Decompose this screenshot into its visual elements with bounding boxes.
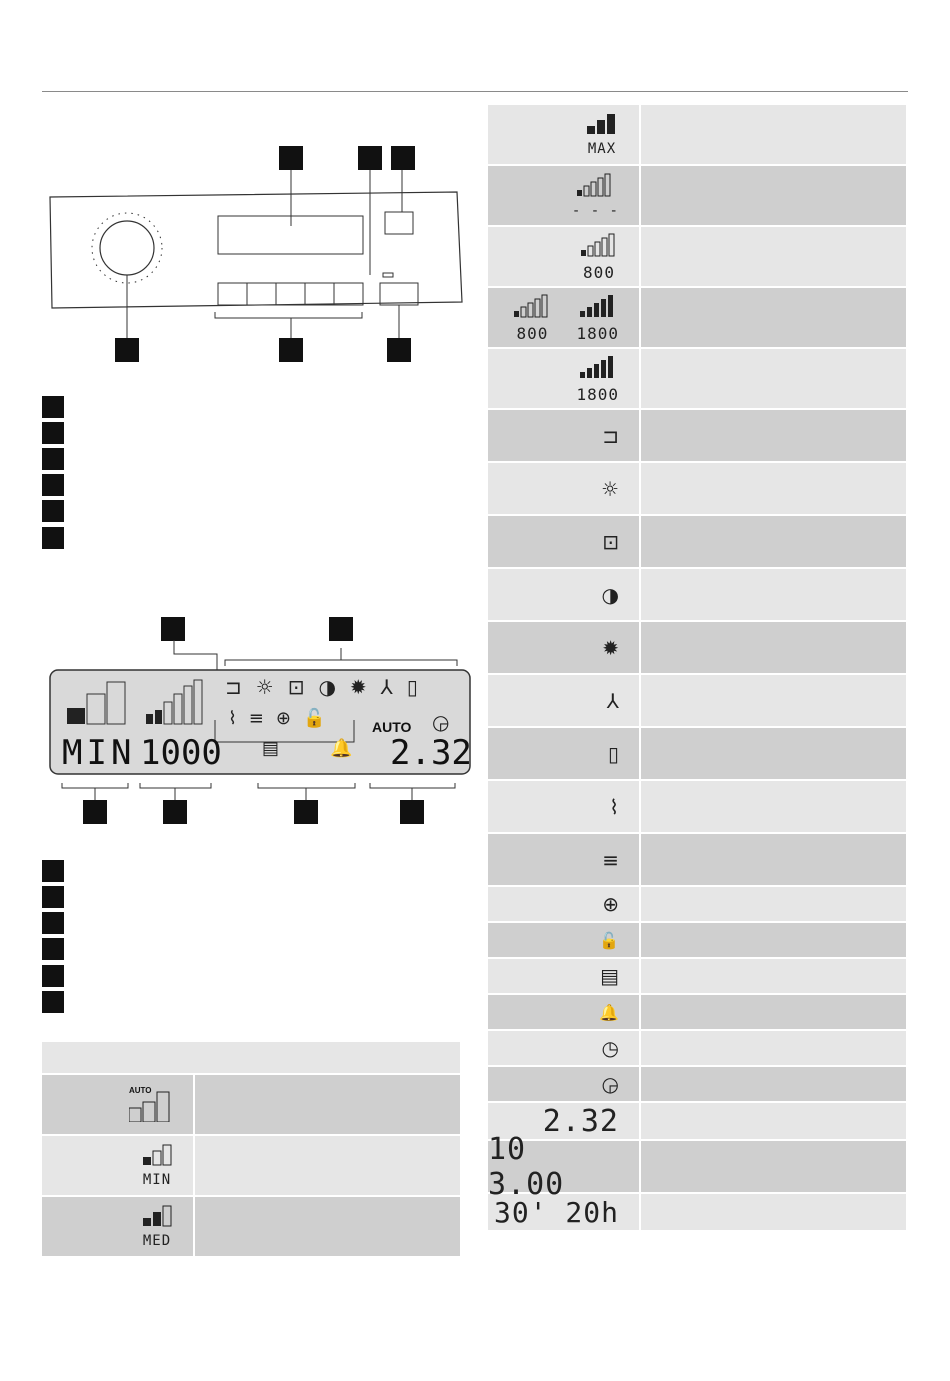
symbol-cell bbox=[42, 1075, 195, 1134]
right-symbol-table bbox=[488, 105, 906, 1232]
range-display: 30' 20h bbox=[493, 1195, 619, 1229]
legend-marker bbox=[42, 886, 64, 908]
legend-marker bbox=[42, 860, 64, 882]
table-row bbox=[488, 834, 906, 887]
left-symbol-table bbox=[42, 1042, 460, 1258]
table-row bbox=[488, 463, 906, 516]
table-row bbox=[488, 923, 906, 959]
legend-marker bbox=[42, 991, 64, 1013]
speed-800-label: 800 bbox=[516, 323, 549, 343]
lcd-spin-label: MIN bbox=[62, 733, 136, 773]
table-row bbox=[488, 887, 906, 923]
wind-icon: ≡ bbox=[602, 847, 619, 872]
min-bars-icon bbox=[141, 1143, 173, 1188]
callout-panel-top-3 bbox=[391, 146, 415, 170]
table-row bbox=[42, 1136, 460, 1197]
auto-bars-icon bbox=[129, 1085, 173, 1122]
bell-icon: 🔔 bbox=[599, 1002, 619, 1022]
table-row bbox=[488, 1131, 906, 1202]
lcd-speed-value: 1000 bbox=[140, 733, 222, 773]
legend-marker bbox=[42, 527, 64, 549]
iron-icon: ⊐ bbox=[602, 423, 619, 448]
legend-marker bbox=[42, 912, 64, 934]
legend-marker bbox=[42, 965, 64, 987]
table-header-row bbox=[42, 1042, 460, 1075]
med-label: MED bbox=[142, 1233, 172, 1249]
callout-panel-bottom-2 bbox=[279, 338, 303, 362]
table-row bbox=[488, 288, 906, 349]
fan-icon: ⅄ bbox=[606, 688, 619, 713]
half-sun-icon: ◑ bbox=[601, 582, 619, 607]
callout-display-bottom-4 bbox=[400, 800, 424, 824]
legend-marker bbox=[42, 396, 64, 418]
table-row bbox=[488, 959, 906, 995]
sun-outline-icon: ☼ bbox=[601, 476, 619, 501]
delicate-icon: ⌇ bbox=[609, 794, 619, 819]
lcd-icon-row-1: ⊐☼⊡◑✹⅄▯ bbox=[225, 675, 432, 699]
callout-display-top-1 bbox=[161, 617, 185, 641]
legend-marker bbox=[42, 422, 64, 444]
water-container-icon: ▤ bbox=[600, 964, 619, 988]
med-bars-icon bbox=[141, 1204, 173, 1249]
legend-marker bbox=[42, 448, 64, 470]
table-row bbox=[488, 1194, 906, 1232]
lcd-icon-row-2: ⌇≡⊕🔓 bbox=[228, 708, 338, 729]
max-label: MAX bbox=[587, 141, 617, 157]
callout-panel-bottom-1 bbox=[115, 338, 139, 362]
table-row bbox=[488, 622, 906, 675]
top-rule bbox=[42, 91, 908, 92]
table-row bbox=[488, 227, 906, 288]
control-panel-diagram bbox=[42, 140, 472, 370]
clock-icon: ◷ bbox=[601, 1036, 619, 1060]
table-row bbox=[42, 1197, 460, 1258]
speed-1800-label: 1800 bbox=[576, 323, 619, 343]
table-row bbox=[488, 1031, 906, 1067]
table-row bbox=[488, 516, 906, 569]
table-row bbox=[488, 349, 906, 410]
speed-800-label: 800 bbox=[583, 262, 615, 282]
callout-display-bottom-2 bbox=[163, 800, 187, 824]
callout-display-bottom-1 bbox=[83, 800, 107, 824]
callout-panel-top-2 bbox=[358, 146, 382, 170]
wool-globe-icon: ⊕ bbox=[602, 892, 619, 916]
callout-panel-top-1 bbox=[279, 146, 303, 170]
delay-display: 10 3.00 bbox=[488, 1131, 565, 1202]
table-row bbox=[488, 728, 906, 781]
table-row bbox=[488, 410, 906, 463]
speed-1800-label: 1800 bbox=[576, 384, 619, 404]
door-lock-icon: 🔓 bbox=[599, 930, 619, 950]
bell-icon: 🔔 bbox=[330, 738, 353, 759]
table-row bbox=[488, 1067, 906, 1103]
table-row bbox=[488, 569, 906, 622]
legend-marker bbox=[42, 474, 64, 496]
table-row bbox=[488, 166, 906, 227]
delay-clock-icon: ◶ bbox=[432, 710, 450, 734]
lcd-time-value: 2.32 bbox=[390, 733, 472, 773]
symbol-cell bbox=[42, 1136, 195, 1195]
table-row bbox=[488, 781, 906, 834]
container-icon: ▯ bbox=[607, 741, 619, 766]
no-spin-label: - - - bbox=[571, 203, 619, 219]
time-display: 2.32 bbox=[542, 1103, 619, 1139]
lcd-auto-label: AUTO bbox=[372, 719, 412, 735]
delay-clock-icon: ◶ bbox=[601, 1072, 619, 1096]
symbol-cell bbox=[42, 1197, 195, 1256]
table-row bbox=[488, 105, 906, 166]
auto-label: AUTO bbox=[129, 1085, 152, 1095]
min-label: MIN bbox=[142, 1172, 172, 1188]
wardrobe-icon: ⊡ bbox=[602, 529, 619, 554]
callout-display-top-2 bbox=[329, 617, 353, 641]
full-sun-icon: ✹ bbox=[602, 635, 619, 660]
legend-marker bbox=[42, 938, 64, 960]
legend-marker bbox=[42, 500, 64, 522]
callout-panel-bottom-3 bbox=[387, 338, 411, 362]
table-row bbox=[488, 995, 906, 1031]
table-row bbox=[488, 675, 906, 728]
callout-display-bottom-3 bbox=[294, 800, 318, 824]
table-row bbox=[42, 1075, 460, 1136]
water-container-icon: ▤ bbox=[262, 738, 280, 759]
